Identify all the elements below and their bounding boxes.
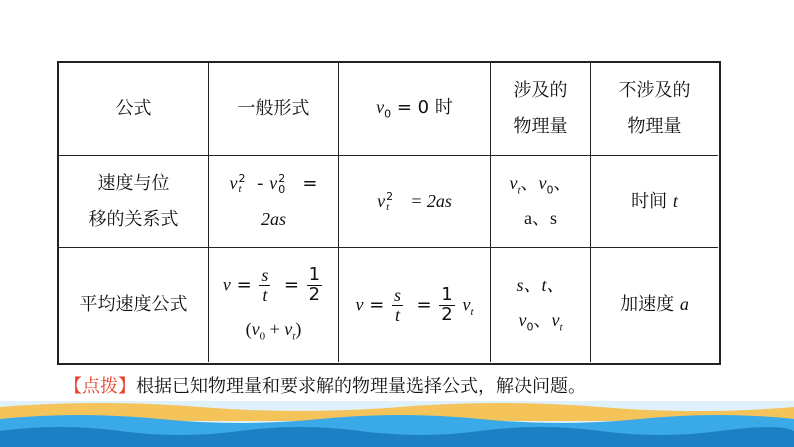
row1-label-line2: 移的关系式 <box>88 208 179 230</box>
header-v0-zero-text: 时 <box>434 97 453 119</box>
row1-involved-line2-text: a、s <box>524 208 557 229</box>
row2-not-involved-line: 加速度 a <box>620 294 689 316</box>
header-formula <box>59 63 209 156</box>
fraction-one-half-2: $\frac{1}{2}$ <box>441 283 453 325</box>
row2-not-involved <box>591 248 718 362</box>
row2-label-text: 平均速度公式 <box>79 294 188 316</box>
fraction-s-over-t-2: $\frac{s}{t}$ <box>394 284 402 325</box>
row2-not-involved-text: 加速度 <box>620 294 675 316</box>
row1-v0-zero-line: v 2 t = 2as <box>377 189 452 213</box>
row1-not-involved-line: 时间 t <box>631 190 678 212</box>
row1-label-line1: 速度与位 <box>97 172 170 194</box>
row1-v0-zero-rhs: = 2as <box>410 190 452 211</box>
row2-involved-line1: s、t、 <box>516 274 565 295</box>
header-involved <box>491 63 591 156</box>
row2-v0-zero-line: v = $\frac{s}{t}$ = $\frac{1}{2}$ $v_t$ <box>355 283 474 325</box>
row2-general-line2: $(v_0 + v_t)$ <box>245 319 302 343</box>
fraction-s-over-t: $\frac{s}{t}$ <box>261 265 269 306</box>
header-v0-zero <box>339 63 491 156</box>
header-not-involved-line1: 不涉及的 <box>618 80 691 102</box>
row2-involved-sep: 、 <box>533 310 552 332</box>
row1-involved-line2 <box>524 208 557 230</box>
row2-v0-zero <box>339 248 491 362</box>
formula-table <box>57 61 721 365</box>
row2-involved-line2: $v_0$、$v_t$ <box>518 310 563 334</box>
tip-tag: 【点拨】 <box>64 376 136 397</box>
decorative-wave-band <box>0 401 794 447</box>
header-involved-line1: 涉及的 <box>513 80 568 102</box>
header-v0-zero-line: $v_0 = 0$ 时 <box>376 97 453 121</box>
header-not-involved-line2: 物理量 <box>627 116 682 137</box>
row1-general-line1: v 2 t - v 2 0 = <box>229 171 318 196</box>
row2-general-line1: v = $\frac{s}{t}$ = $\frac{1}{2}$ <box>222 264 321 306</box>
row1-label <box>59 156 209 248</box>
row1-general-form <box>209 156 339 248</box>
row2-general-form <box>209 248 339 362</box>
row1-general-line2: 2as <box>260 208 286 229</box>
row2-involved <box>491 248 591 362</box>
header-involved-line2: 物理量 <box>513 116 568 137</box>
tip-note <box>64 372 586 398</box>
tip-text: 根据已知物理量和要求解的物理量选择公式，解决问题。 <box>136 376 586 397</box>
row1-involved-sep: 、 <box>520 173 539 195</box>
row2-label <box>59 248 209 362</box>
header-formula-text: 公式 <box>115 98 152 120</box>
row1-not-involved-text: 时间 <box>631 190 668 212</box>
header-not-involved <box>591 63 718 156</box>
row1-involved <box>491 156 591 248</box>
row1-not-involved <box>591 156 718 248</box>
header-general-form <box>209 63 339 156</box>
row1-v0-zero <box>339 156 491 248</box>
row1-involved-line1: $v_t$、$v_0$、 <box>509 173 572 197</box>
header-general-form-text: 一般形式 <box>237 98 310 120</box>
fraction-one-half: $\frac{1}{2}$ <box>308 264 321 306</box>
